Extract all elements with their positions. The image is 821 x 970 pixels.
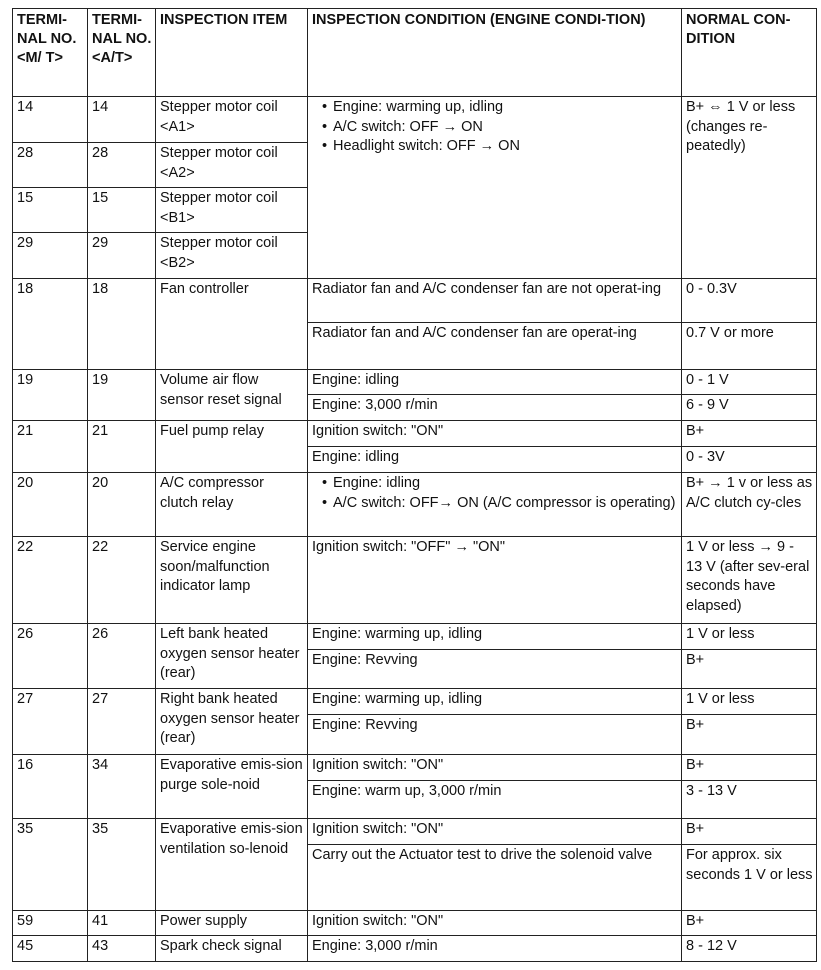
inspection-item: Volume air flow sensor reset signal [156,370,308,421]
inspection-condition: Ignition switch: "OFF" → "ON" [308,537,682,624]
table-row [13,421,817,447]
terminal-mt: 20 [13,473,88,537]
inspection-condition: Engine: 3,000 r/min [308,395,682,421]
terminal-at: 29 [88,233,156,279]
inspection-condition: Engine: idling [308,447,682,473]
terminal-at: 34 [88,755,156,819]
terminal-mt: 22 [13,537,88,624]
header-terminal-mt: TERMI-NAL NO. <M/ T> [13,9,88,97]
inspection-item: Stepper motor coil <A2> [156,143,308,188]
terminal-at: 20 [88,473,156,537]
terminal-mt: 45 [13,936,88,962]
normal-condition: 0 - 0.3V [682,279,817,323]
inspection-condition: Ignition switch: "ON" [308,755,682,781]
terminal-mt: 59 [13,911,88,936]
normal-condition: B+ [682,755,817,781]
inspection-condition: Engine: warm up, 3,000 r/min [308,781,682,819]
header-inspection-condition: INSPECTION CONDITION (ENGINE CONDI-TION) [308,9,682,97]
inspection-item: Evaporative emis-sion ventilation so-lenoid [156,819,308,911]
normal-condition: B+ [682,715,817,755]
terminal-mt: 18 [13,279,88,370]
terminal-mt: 28 [13,143,88,188]
table-row [13,537,817,624]
inspection-item: A/C compressor clutch relay [156,473,308,537]
table-row [13,936,817,962]
header-inspection-item: INSPECTION ITEM [156,9,308,97]
inspection-condition: Engine: 3,000 r/min [308,936,682,962]
inspection-condition [308,473,682,537]
terminal-at: 41 [88,911,156,936]
normal-condition: 0 - 1 V [682,370,817,395]
normal-condition: 0.7 V or more [682,323,817,370]
table-row [13,689,817,715]
terminal-mt: 14 [13,97,88,143]
normal-condition: 0 - 3V [682,447,817,473]
header-normal-condition: NORMAL CON-DITION [682,9,817,97]
table-row [13,755,817,781]
condition-bullet: • Engine: idling [322,474,678,494]
normal-condition: B+ → 1 v or less as A/C clutch cy-cles [682,473,817,537]
inspection-item: Stepper motor coil <A1> [156,97,308,143]
inspection-item: Service engine soon/malfunction indicator lamp [156,537,308,624]
inspection-item: Spark check signal [156,936,308,962]
inspection-condition: Ignition switch: "ON" [308,819,682,845]
inspection-condition: Engine: warming up, idling [308,689,682,715]
terminal-mt: 26 [13,624,88,689]
table-row [13,624,817,650]
normal-condition: For approx. six seconds 1 V or less [682,845,817,911]
table-row [13,279,817,323]
normal-condition: 3 - 13 V [682,781,817,819]
inspection-condition: Radiator fan and A/C condenser fan are not operat-ing [308,279,682,323]
inspection-item: Power supply [156,911,308,936]
condition-list [312,98,678,157]
terminal-mt: 35 [13,819,88,911]
inspection-condition: Radiator fan and A/C condenser fan are operat-ing [308,323,682,370]
normal-condition: 1 V or less → 9 - 13 V (after sev-eral seconds have elapsed) [682,537,817,624]
condition-bullet: • Headlight switch: OFF → ON [322,137,678,157]
normal-condition: B+ [682,650,817,689]
inspection-item: Stepper motor coil <B1> [156,188,308,233]
terminal-mt: 15 [13,188,88,233]
inspection-item: Fan controller [156,279,308,370]
header-terminal-at: TERMI-NAL NO. <A/T> [88,9,156,97]
terminal-at: 22 [88,537,156,624]
terminal-mt: 16 [13,755,88,819]
terminal-mt: 29 [13,233,88,279]
normal-condition: 8 - 12 V [682,936,817,962]
terminal-at: 43 [88,936,156,962]
normal-condition: 6 - 9 V [682,395,817,421]
inspection-condition: Engine: idling [308,370,682,395]
terminal-at: 15 [88,188,156,233]
inspection-condition: Engine: warming up, idling [308,624,682,650]
terminal-mt: 19 [13,370,88,421]
normal-condition: B+ [682,421,817,447]
inspection-condition: Ignition switch: "ON" [308,421,682,447]
normal-condition: 1 V or less [682,624,817,650]
normal-condition: B+ [682,819,817,845]
inspection-item: Left bank heated oxygen sensor heater (rear) [156,624,308,689]
terminal-mt: 21 [13,421,88,473]
terminal-at: 28 [88,143,156,188]
table-row [13,473,817,537]
terminal-at: 19 [88,370,156,421]
terminal-at: 21 [88,421,156,473]
condition-bullet: • A/C switch: OFF→ ON (A/C compressor is operating) [322,494,678,514]
terminal-mt: 27 [13,689,88,755]
terminal-at: 27 [88,689,156,755]
inspection-condition [308,97,682,279]
condition-bullet: • Engine: warming up, idling [322,98,678,118]
table-row [13,97,817,143]
normal-condition: B+ [682,911,817,936]
terminal-at: 14 [88,97,156,143]
inspection-condition: Carry out the Actuator test to drive the solenoid valve [308,845,682,911]
table-row [13,370,817,395]
inspection-item: Stepper motor coil <B2> [156,233,308,279]
terminal-inspection-table [12,8,817,962]
normal-condition: 1 V or less [682,689,817,715]
terminal-at: 18 [88,279,156,370]
inspection-item: Evaporative emis-sion purge sole-noid [156,755,308,819]
inspection-condition: Engine: Revving [308,650,682,689]
inspection-condition: Ignition switch: "ON" [308,911,682,936]
table-row [13,911,817,936]
header-row [13,9,817,97]
normal-condition: B+ ⇔ 1 V or less (changes re-peatedly) [682,97,817,279]
terminal-at: 26 [88,624,156,689]
inspection-condition: Engine: Revving [308,715,682,755]
condition-bullet: • A/C switch: OFF → ON [322,118,678,138]
table-row [13,819,817,845]
terminal-at: 35 [88,819,156,911]
condition-list [312,474,678,513]
inspection-item: Fuel pump relay [156,421,308,473]
inspection-item: Right bank heated oxygen sensor heater (rear) [156,689,308,755]
